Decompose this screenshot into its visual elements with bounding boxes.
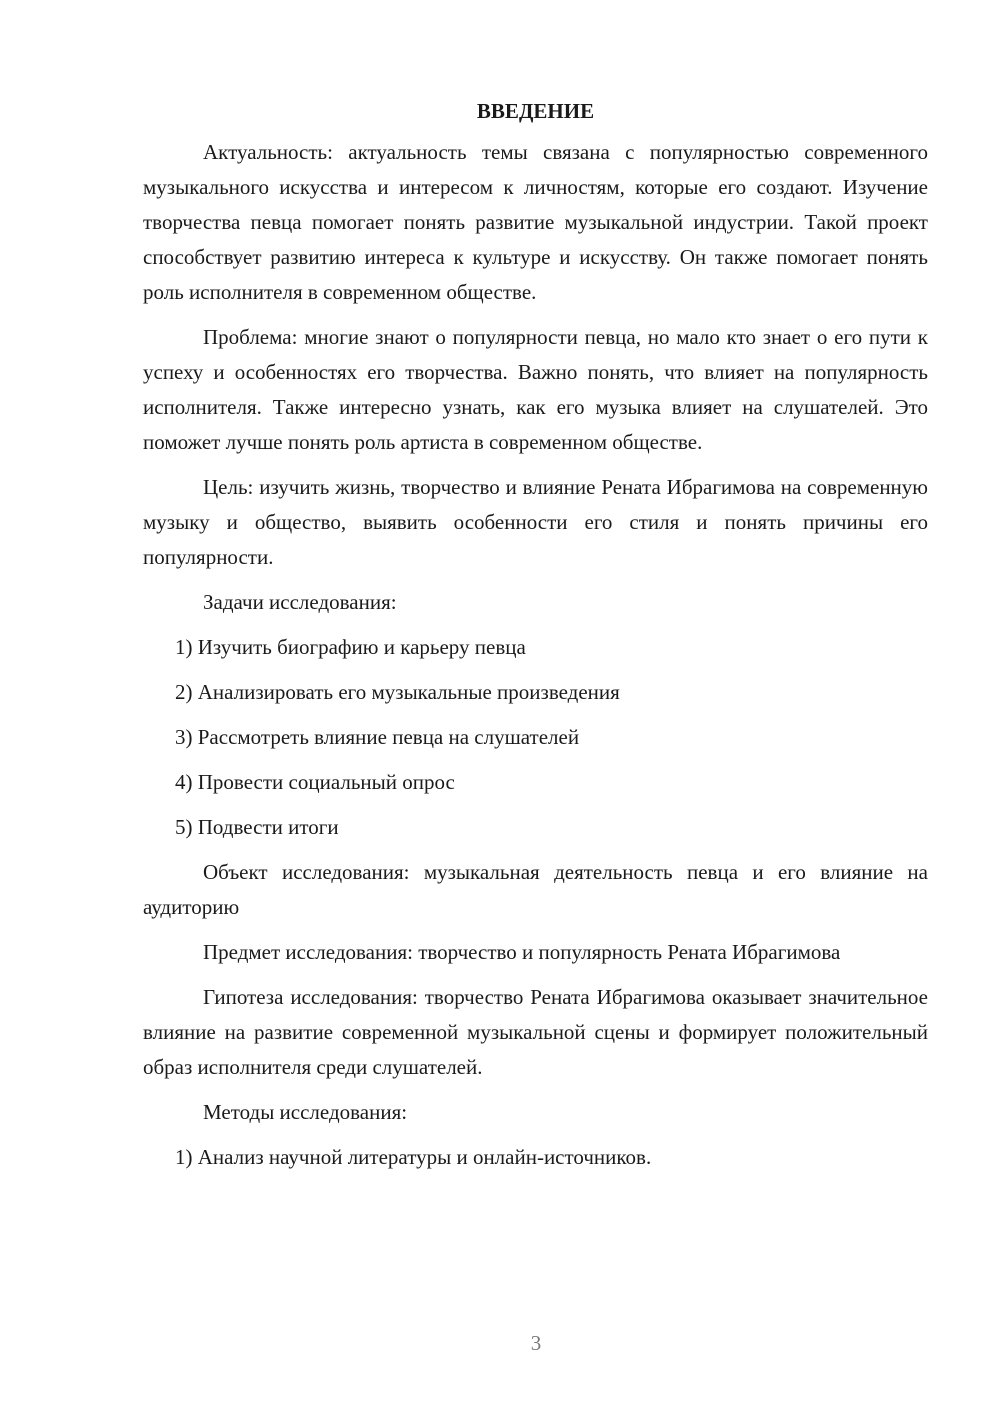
- problem-paragraph: Проблема: многие знают о популярности певца, но мало кто знает о его пути к успеху и особенностях его творчества. Важно понять, что влияет на популярность исполнителя. Также интересно узнать, как его музыка влияет на слушателей. Это поможет лучше понять роль артиста в современном обществе.: [143, 325, 928, 454]
- task-item: 5) Подвести итоги: [175, 815, 339, 839]
- object-paragraph: Объект исследования: музыкальная деятельность певца и его влияние на аудиторию: [143, 860, 928, 919]
- section-title: ВВЕДЕНИЕ: [476, 99, 595, 123]
- tasks-list: [143, 630, 928, 845]
- hypothesis-paragraph: Гипотеза исследования: творчество Рената Ибрагимова оказывает значительное влияние на развитие современной музыкальной сцены и формирует положительный образ исполнителя среди слушателей.: [143, 985, 928, 1079]
- task-item: 1) Изучить биографию и карьеру певца: [175, 635, 526, 659]
- methods-heading: Методы исследования:: [203, 1100, 408, 1124]
- tasks-heading: Задачи исследования:: [203, 590, 397, 614]
- task-item: 4) Провести социальный опрос: [175, 770, 455, 794]
- subject-paragraph: Предмет исследования: творчество и популярность Рената Ибрагимова: [203, 940, 841, 964]
- methods-list: [143, 1140, 928, 1175]
- task-item: 3) Рассмотреть влияние певца на слушателей: [175, 725, 580, 749]
- relevance-paragraph: Актуальность: актуальность темы связана с популярностью современного музыкального искусства и интересом к личностям, которые его создают. Изучение творчества певца помогает понять развитие музыкальной индустрии. Такой проект способствует развитию интереса к культуре и искусству. Он также помогает понять роль исполнителя в современном обществе.: [143, 140, 928, 304]
- goal-paragraph: Цель: изучить жизнь, творчество и влияние Рената Ибрагимова на современную музыку и общество, выявить особенности его стиля и понять причины его популярности.: [143, 475, 928, 569]
- page-number: 3: [530, 1331, 542, 1355]
- task-item: 2) Анализировать его музыкальные произведения: [175, 680, 620, 704]
- document-page: [143, 96, 928, 1185]
- method-item: 1) Анализ научной литературы и онлайн-источников.: [175, 1145, 652, 1169]
